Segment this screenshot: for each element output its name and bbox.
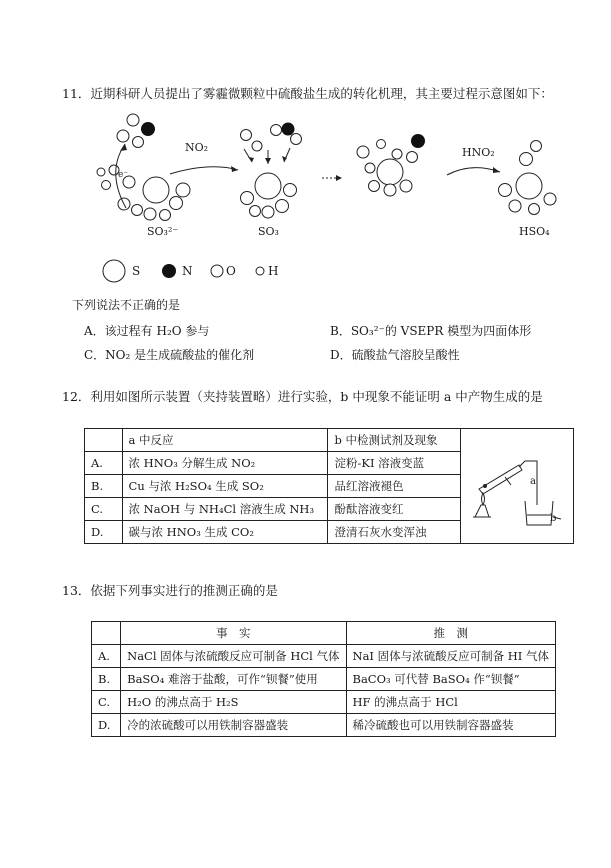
fact-cell: 冷的浓硫酸可以用铁制容器盛装 <box>121 714 346 737</box>
reaction-cell: Cu 与浓 H₂SO₄ 生成 SO₂ <box>122 475 328 498</box>
q11-option-b[interactable]: B．SO₃²⁻的 VSEPR 模型为四面体形 <box>330 324 532 338</box>
hno2-label: HNO₂ <box>462 146 495 159</box>
header-cell <box>92 622 121 645</box>
fact-cell: BaSO₄ 难溶于盐酸，可作“钡餐”使用 <box>121 668 346 691</box>
header-cell: 事 实 <box>121 622 346 645</box>
apparatus-label-a: a <box>530 476 536 487</box>
hydrogen-atom-icon <box>256 267 264 275</box>
reaction-cell: 浓 HNO₃ 分解生成 NO₂ <box>122 452 328 475</box>
legend-h: H <box>268 264 279 278</box>
table-row <box>92 691 556 714</box>
table-row <box>92 645 556 668</box>
detection-cell: 酚酞溶液变红 <box>328 498 461 521</box>
table-row <box>92 714 556 737</box>
option-label: B. <box>85 475 123 498</box>
table-header-row <box>92 622 556 645</box>
sulfur-atom-icon <box>103 260 125 282</box>
apparatus-label-b: b <box>550 513 557 524</box>
legend-n: N <box>182 264 193 278</box>
detection-cell: 淀粉-KI 溶液变蓝 <box>328 452 461 475</box>
option-label: B. <box>92 668 121 691</box>
inference-cell: NaI 固体与浓硫酸反应可制备 HI 气体 <box>346 645 556 668</box>
inference-cell: 稀冷硫酸也可以用铁制容器盛装 <box>346 714 556 737</box>
oxygen-atom-icon <box>211 265 223 277</box>
electron-label: e⁻ <box>118 170 129 180</box>
fact-cell: H₂O 的沸点高于 H₂S <box>121 691 346 714</box>
header-cell: b 中检测试剂及现象 <box>328 429 461 452</box>
option-label: A. <box>85 452 123 475</box>
table-row <box>92 668 556 691</box>
detection-cell: 品红溶液褪色 <box>328 475 461 498</box>
fact-cell: NaCl 固体与浓硫酸反应可制备 HCl 气体 <box>121 645 346 668</box>
option-label: D. <box>85 521 123 544</box>
header-cell: a 中反应 <box>122 429 328 452</box>
q12-table <box>84 428 574 544</box>
inference-cell: HF 的沸点高于 HCl <box>346 691 556 714</box>
option-label: D. <box>92 714 121 737</box>
hso4-label: HSO₄ <box>519 225 550 238</box>
table-header-row <box>85 429 574 452</box>
option-label: C. <box>92 691 121 714</box>
no2-label: NO₂ <box>185 141 209 154</box>
header-cell: 推 测 <box>346 622 556 645</box>
q11-prompt: 下列说法不正确的是 <box>72 298 181 312</box>
so3-label: SO₃ <box>258 225 279 238</box>
legend-o: O <box>226 264 236 278</box>
q13-title: 13．依据下列事实进行的推测正确的是 <box>62 583 278 598</box>
apparatus-cell <box>461 429 574 544</box>
legend-s: S <box>132 264 141 278</box>
reaction-cell: 浓 NaOH 与 NH₄Cl 溶液生成 NH₃ <box>122 498 328 521</box>
header-cell <box>85 429 123 452</box>
q11-title: 11．近期科研人员提出了雾霾微颗粒中硫酸盐生成的转化机理，其主要过程示意图如下： <box>62 86 553 101</box>
q11-option-a[interactable]: A．该过程有 H₂O 参与 <box>84 324 210 338</box>
so3-2-label: SO₃²⁻ <box>147 225 179 238</box>
q13-table <box>91 621 556 737</box>
option-label: C. <box>85 498 123 521</box>
nitrogen-atom-icon <box>162 264 176 278</box>
q11-option-c[interactable]: C．NO₂ 是生成硫酸盐的催化剂 <box>84 348 255 362</box>
inference-cell: BaCO₃ 可代替 BaSO₄ 作“钡餐” <box>346 668 556 691</box>
q11-option-d[interactable]: D．硫酸盐气溶胶呈酸性 <box>330 348 460 362</box>
option-label: A. <box>92 645 121 668</box>
reaction-cell: 碳与浓 HNO₃ 生成 CO₂ <box>122 521 328 544</box>
detection-cell: 澄清石灰水变浑浊 <box>328 521 461 544</box>
q12-title: 12．利用如图所示装置（夹持装置略）进行实验，b 中现象不能证明 a 中产物生成的是 <box>62 389 543 404</box>
